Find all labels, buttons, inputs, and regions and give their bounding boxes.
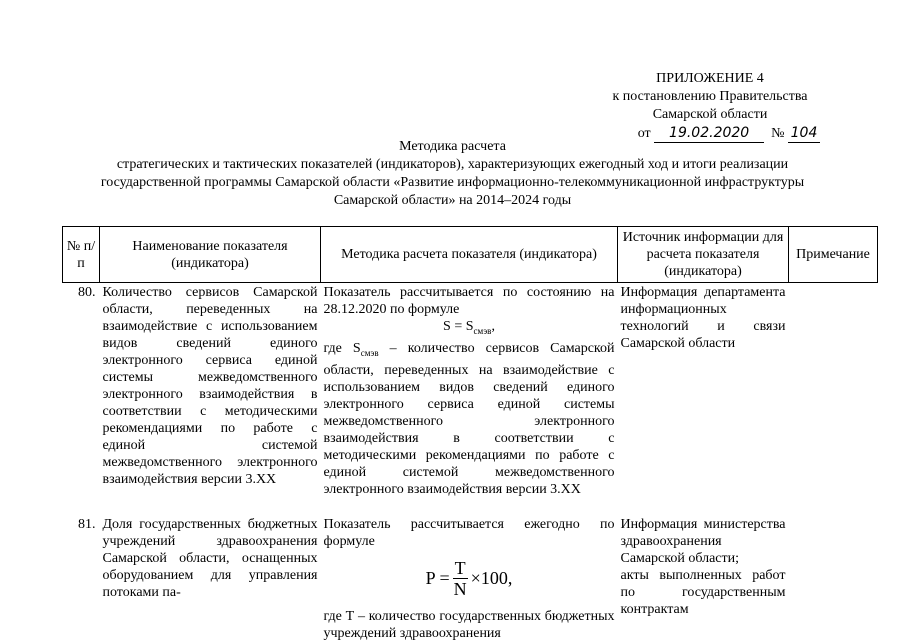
table-row	[63, 283, 878, 499]
indicators-table	[62, 226, 878, 643]
where-sub: смэв	[360, 347, 379, 358]
row81-source-2: акты выполненных работ по государственным контрактам	[620, 567, 786, 617]
formula-left: S = S	[443, 319, 474, 334]
row80-source: Информация департамента информационных технологий и связи Самарской области	[620, 285, 786, 351]
from-label: от	[637, 126, 651, 141]
header-method: Методика расчета показателя (индикатора)	[321, 227, 618, 283]
header-note: Примечание	[789, 227, 878, 283]
row80-method	[321, 283, 618, 499]
handwritten-number: 104	[788, 124, 820, 143]
number-label: №	[771, 126, 785, 141]
formula-sub: смэв	[473, 325, 492, 336]
fraction-denominator: N	[453, 579, 467, 600]
formula-end: ,	[491, 319, 495, 334]
heading-line3: государственной программы Самарской области «Развитие информационно-телекоммуникационной инфраструктуры	[100, 175, 805, 190]
formula-multiplier: ×100,	[470, 568, 513, 589]
row81-formula	[324, 550, 615, 608]
row81-source	[618, 515, 789, 643]
row81-note	[789, 515, 878, 643]
heading-line2: стратегических и тактических показателей (индикаторов), характеризующих ежегодный ход и итоги реализации	[116, 157, 789, 172]
row80-method-intro: Показатель рассчитывается по состоянию на 28.12.2020 по формуле	[323, 285, 615, 317]
handwritten-date: 19.02.2020	[654, 124, 764, 143]
row80-num: 80.	[78, 285, 96, 300]
where-symbol: где S	[323, 340, 361, 356]
fraction-numerator: T	[454, 558, 466, 579]
row81-name: Доля государственных бюджетных учреждений здравоохранения Самарской области, оснащенных оборудованием для управления потоками па-	[102, 516, 318, 600]
where-text: – количество сервисов Самарской области, переведенных на взаимодействие с использованием видов сведений единого электронного сервиса единой системы межведомственного электронного взаимодействия в соответствии с методическими рекомендациями по работе с единой системой межведомственного электронного взаимодействия версии 3.ХХ	[323, 340, 615, 497]
row81-method	[321, 515, 618, 643]
row81-where: где Т – количество государственных бюджетных учреждений здравоохранения	[323, 608, 615, 641]
heading-line4: Самарской области» на 2014–2024 годы	[333, 193, 572, 208]
row81-num: 81.	[78, 516, 96, 532]
appendix-title: ПРИЛОЖЕНИЕ 4	[656, 71, 764, 86]
appendix-block	[560, 70, 860, 143]
row81-method-intro: Показатель рассчитывается ежегодно по формуле	[323, 516, 615, 549]
appendix-line2: Самарской области	[652, 107, 768, 122]
table-row	[63, 515, 878, 643]
row80-note	[789, 283, 878, 499]
header-name: Наименование показателя (индикатора)	[100, 227, 321, 283]
appendix-line1: к постановлению Правительства	[612, 89, 808, 104]
row-spacer	[63, 499, 878, 515]
row80-formula	[324, 318, 615, 340]
header-num: № п/п	[63, 227, 100, 283]
header-source: Источник информации для расчета показателя (индикатора)	[618, 227, 789, 283]
formula-fraction	[452, 558, 469, 599]
row80-name: Количество сервисов Самарской области, переведенных на взаимодействие с использованием видов сведений единого электронного сервиса единой системы межведомственного электронного взаимодействия в соответствии с методическими рекомендациями по работе с единой системой межведомственного электронного взаимодействия версии 3.ХХ	[102, 285, 318, 487]
table-header-row	[63, 227, 878, 283]
row80-where	[324, 340, 615, 498]
row81-source-1: Информация министерства здравоохранения Самарской области;	[620, 516, 786, 566]
document-heading	[40, 138, 865, 210]
formula-p: P =	[425, 568, 450, 589]
heading-line1: Методика расчета	[399, 139, 506, 154]
